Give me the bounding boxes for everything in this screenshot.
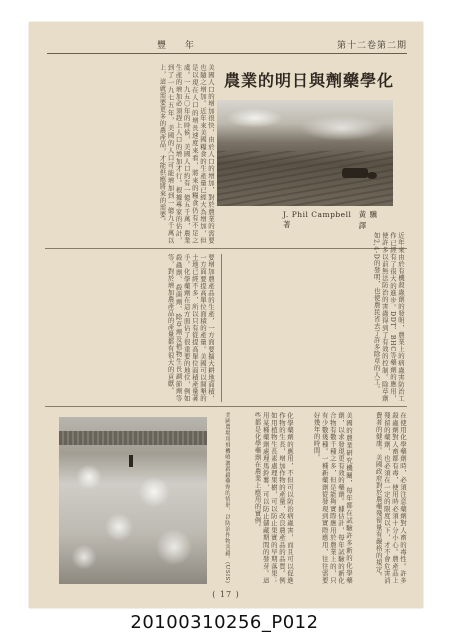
magazine-page	[29, 22, 423, 608]
article-column-right-lower-a: 美國的農業研究機關，每年都在試驗許多新的化學藥劑，以求發現更有效的藥劑。據估計，每年試驗的新化合物有數千種之多，但是能夠實際應用於農業上的，只有少數幾種。一種新藥劑從發現到實際應用，往往需要好幾年的時間。	[312, 412, 353, 584]
column-divider	[221, 254, 222, 402]
photo-field-ground	[217, 151, 393, 206]
page-header	[47, 36, 407, 54]
masthead: 豐 年	[157, 41, 202, 51]
page-number: ( 17 )	[212, 590, 240, 599]
photo-tree-line	[59, 431, 207, 445]
photo-caption: 美國農場用飛機噴灑殺蟲藥劑的情形，以防治作物害蟲。(USIS)	[224, 412, 230, 584]
translator: 黃 驥 譯	[358, 210, 378, 230]
article-column-right-upper: 近年來由於有機殺蟲劑的發明，農業上的病蟲害防治工作已經有了很大的進步。DDT、BHC等藥劑的應用，使許多以前無法防治的害蟲得到了有效的控制。除草劑如2,4-D的發明，也使農民省去了許多除草的人工。	[372, 232, 405, 402]
article-column-right-lower-b: 在使用化學藥劑時，必須注意藥劑對人畜的毒性。許多殺蟲劑對人畜都有毒，使用時必須十分小心。農產品上殘留的藥劑，也必須在一定的限度以下，才不會危害消費者的健康。美國政府對於農藥殘留量有嚴格的規定。	[374, 412, 407, 584]
photo-field-spraying	[217, 100, 393, 206]
section-divider-lower	[45, 406, 407, 407]
article-column-right-middle: 化學藥劑的應用，不但可以防治病蟲害，而且可以促進作物的生長，增加作物的產量，改良農產品的品質。例如用植物生長素處理果樹，可以防止果實的早期落果；用某種藥劑處理馬鈴薯，可以防止儲藏期間的發芽。這些都是化學藥劑在農業上應用的實例。	[253, 412, 294, 584]
photo-tractor	[342, 168, 368, 178]
photo-tractor-wheel	[367, 172, 377, 179]
issue-number: 第十二卷第二期	[336, 41, 407, 51]
article-byline	[283, 210, 387, 230]
author: J. Phil Campbell 著	[283, 210, 352, 229]
photo-crop-dusting	[59, 417, 207, 584]
article-column-left-upper: 美國人口的增加很快，由於人口的增加，對於農業的需要也隨之增加。近年來美國糧食的生產量已經大為增加，但是以現在人口的增長速度來看，將來的糧食仍有不足之虞。一九五〇年的時候，美國人口約有一億五千萬，農業生產的增加必須趕上人口的增加才行。根據專家的估計，到了一九七五年，美國的人口可能增加到一億九千萬以上，這就需要更多的農產品，才能供應將來的需要。	[158, 64, 215, 244]
archive-file-label: 20100310256_P012	[130, 612, 319, 633]
article-title: 農業的明日與劑藥學化	[224, 71, 395, 90]
article-column-left-middle: 要增加農產品的生產，一方面要擴大耕地面積，一方面要提高單位面積的產量。美國可以開墾的土地已經不多，所以只有從提高單位面積產量著手。化學藥劑在這方面佔了很重要的地位，例如殺蟲劑、殺菌劑、除草劑及植物生長調節劑等等，對於增加農產品的產量都有很大的貢獻。	[166, 254, 215, 402]
photo-figure	[129, 455, 133, 467]
